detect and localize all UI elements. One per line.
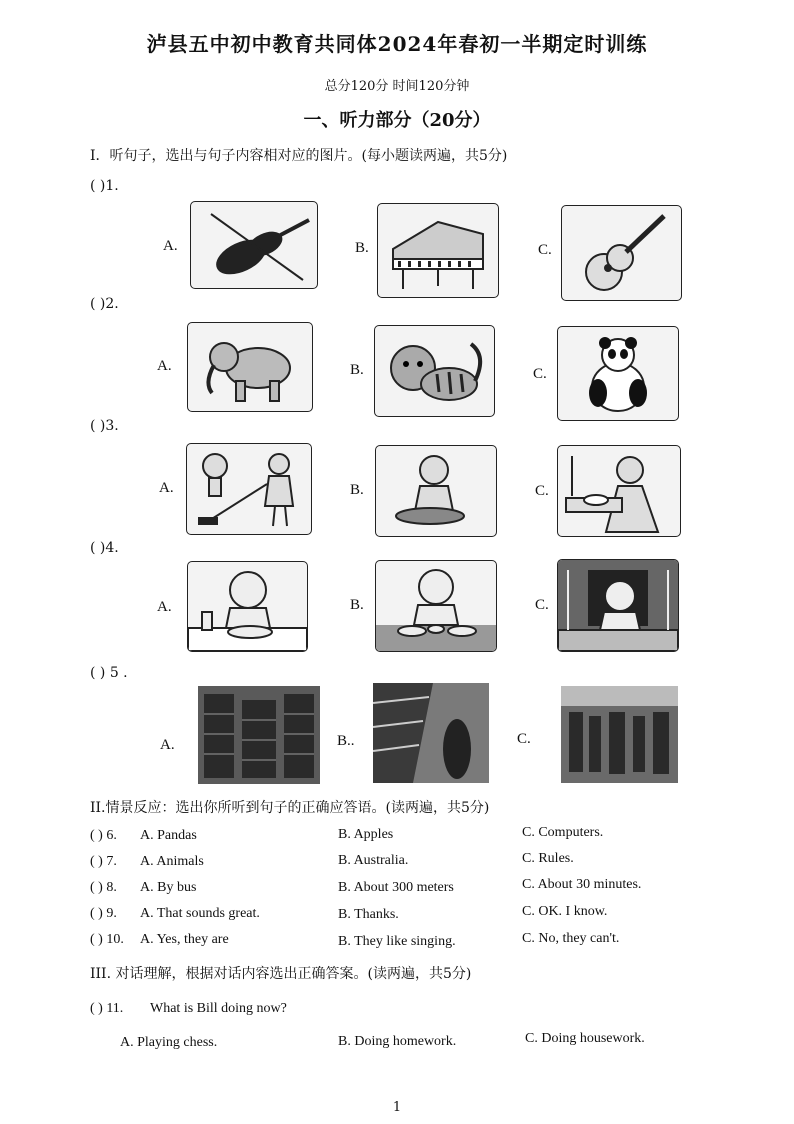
q6-option-a: A. Pandas — [140, 828, 197, 843]
question-4-number: ( )4. — [90, 540, 119, 556]
q4-option-b-label: B. — [350, 597, 364, 613]
q9-option-b: B. Thanks. — [338, 907, 399, 922]
q2-tiger-picture — [374, 325, 495, 417]
question-2-number: ( )2. — [90, 296, 119, 312]
q2-option-b-label: B. — [350, 362, 364, 378]
q6-option-b: B. Apples — [338, 827, 394, 842]
q10-number: ( ) 10. — [90, 932, 124, 947]
q3-option-a-label: A. — [159, 480, 174, 496]
q8-option-a: A. By bus — [140, 880, 197, 895]
q9-number: ( ) 9. — [90, 906, 117, 921]
q2-panda-picture — [557, 326, 679, 421]
q5-bookshelf-photo — [373, 683, 489, 783]
question-3-number: ( )3. — [90, 418, 119, 434]
q3-cooking-picture — [375, 445, 497, 537]
q1-violin-picture — [190, 201, 318, 289]
q4-option-c-label: C. — [535, 597, 549, 613]
q7-number: ( ) 7. — [90, 854, 117, 869]
q2-option-c-label: C. — [533, 366, 547, 382]
q5-option-c-label: C. — [517, 731, 531, 747]
question-5-number: ( ) 5 . — [90, 665, 128, 681]
question-1-number: ( )1. — [90, 178, 119, 194]
q11-option-b: B. Doing homework. — [338, 1034, 457, 1049]
q5-library-photo — [198, 686, 320, 784]
q7-option-c: C. Rules. — [522, 851, 574, 866]
q5-clothing-store-photo — [561, 686, 678, 783]
q1-option-a-label: A. — [163, 238, 178, 254]
q6-option-c: C. Computers. — [522, 825, 604, 840]
q4-dinner-picture — [557, 559, 679, 652]
exam-title: 泸县五中初中教育共同体2024年春初一半期定时训练 — [146, 32, 648, 56]
q1-option-c-label: C. — [538, 242, 552, 258]
exam-subtitle: 总分120分 时间120分钟 — [324, 79, 470, 94]
q8-number: ( ) 8. — [90, 880, 117, 895]
q6-number: ( ) 6. — [90, 828, 117, 843]
q3-option-c-label: C. — [535, 483, 549, 499]
q2-option-a-label: A. — [157, 358, 172, 374]
q9-option-c: C. OK. I know. — [522, 904, 608, 919]
q1-piano-picture — [377, 203, 499, 298]
q5-option-b-label: B.. — [337, 733, 355, 749]
q5-option-a-label: A. — [160, 737, 175, 753]
q7-option-a: A. Animals — [140, 854, 204, 869]
q3-sweeping-picture — [186, 443, 312, 535]
q4-lunch-picture — [375, 560, 497, 652]
q7-option-b: B. Australia. — [338, 853, 409, 868]
q4-option-a-label: A. — [157, 599, 172, 615]
q9-option-a: A. That sounds great. — [140, 906, 260, 921]
q11-option-c: C. Doing housework. — [525, 1031, 645, 1046]
q11-number: ( ) 11. — [90, 1001, 124, 1016]
q10-option-a: A. Yes, they are — [140, 932, 229, 947]
part3-instruction: III. 对话理解，根据对话内容选出正确答案。(读两遍，共5分) — [90, 966, 472, 982]
q1-option-b-label: B. — [355, 240, 369, 256]
q3-option-b-label: B. — [350, 482, 364, 498]
q4-breakfast-picture — [187, 561, 308, 652]
q2-elephant-picture — [187, 322, 313, 412]
q8-option-b: B. About 300 meters — [338, 880, 454, 895]
page-number: 1 — [392, 1100, 402, 1115]
q1-guitar-picture — [561, 205, 682, 301]
q3-washing-dishes-picture — [557, 445, 681, 537]
q11-stem: What is Bill doing now? — [150, 1001, 287, 1016]
q11-option-a: A. Playing chess. — [120, 1035, 218, 1050]
q10-option-c: C. No, they can't. — [522, 931, 620, 946]
part2-instruction: II.情景反应：选出你所听到句子的正确应答语。(读两遍，共5分) — [90, 800, 490, 816]
section-title: 一、听力部分（20分） — [303, 110, 491, 131]
q10-option-b: B. They like singing. — [338, 934, 456, 949]
part1-instruction: I．听句子，选出与句子内容相对应的图片。(每小题读两遍，共5分) — [90, 148, 508, 164]
q8-option-c: C. About 30 minutes. — [522, 877, 642, 892]
